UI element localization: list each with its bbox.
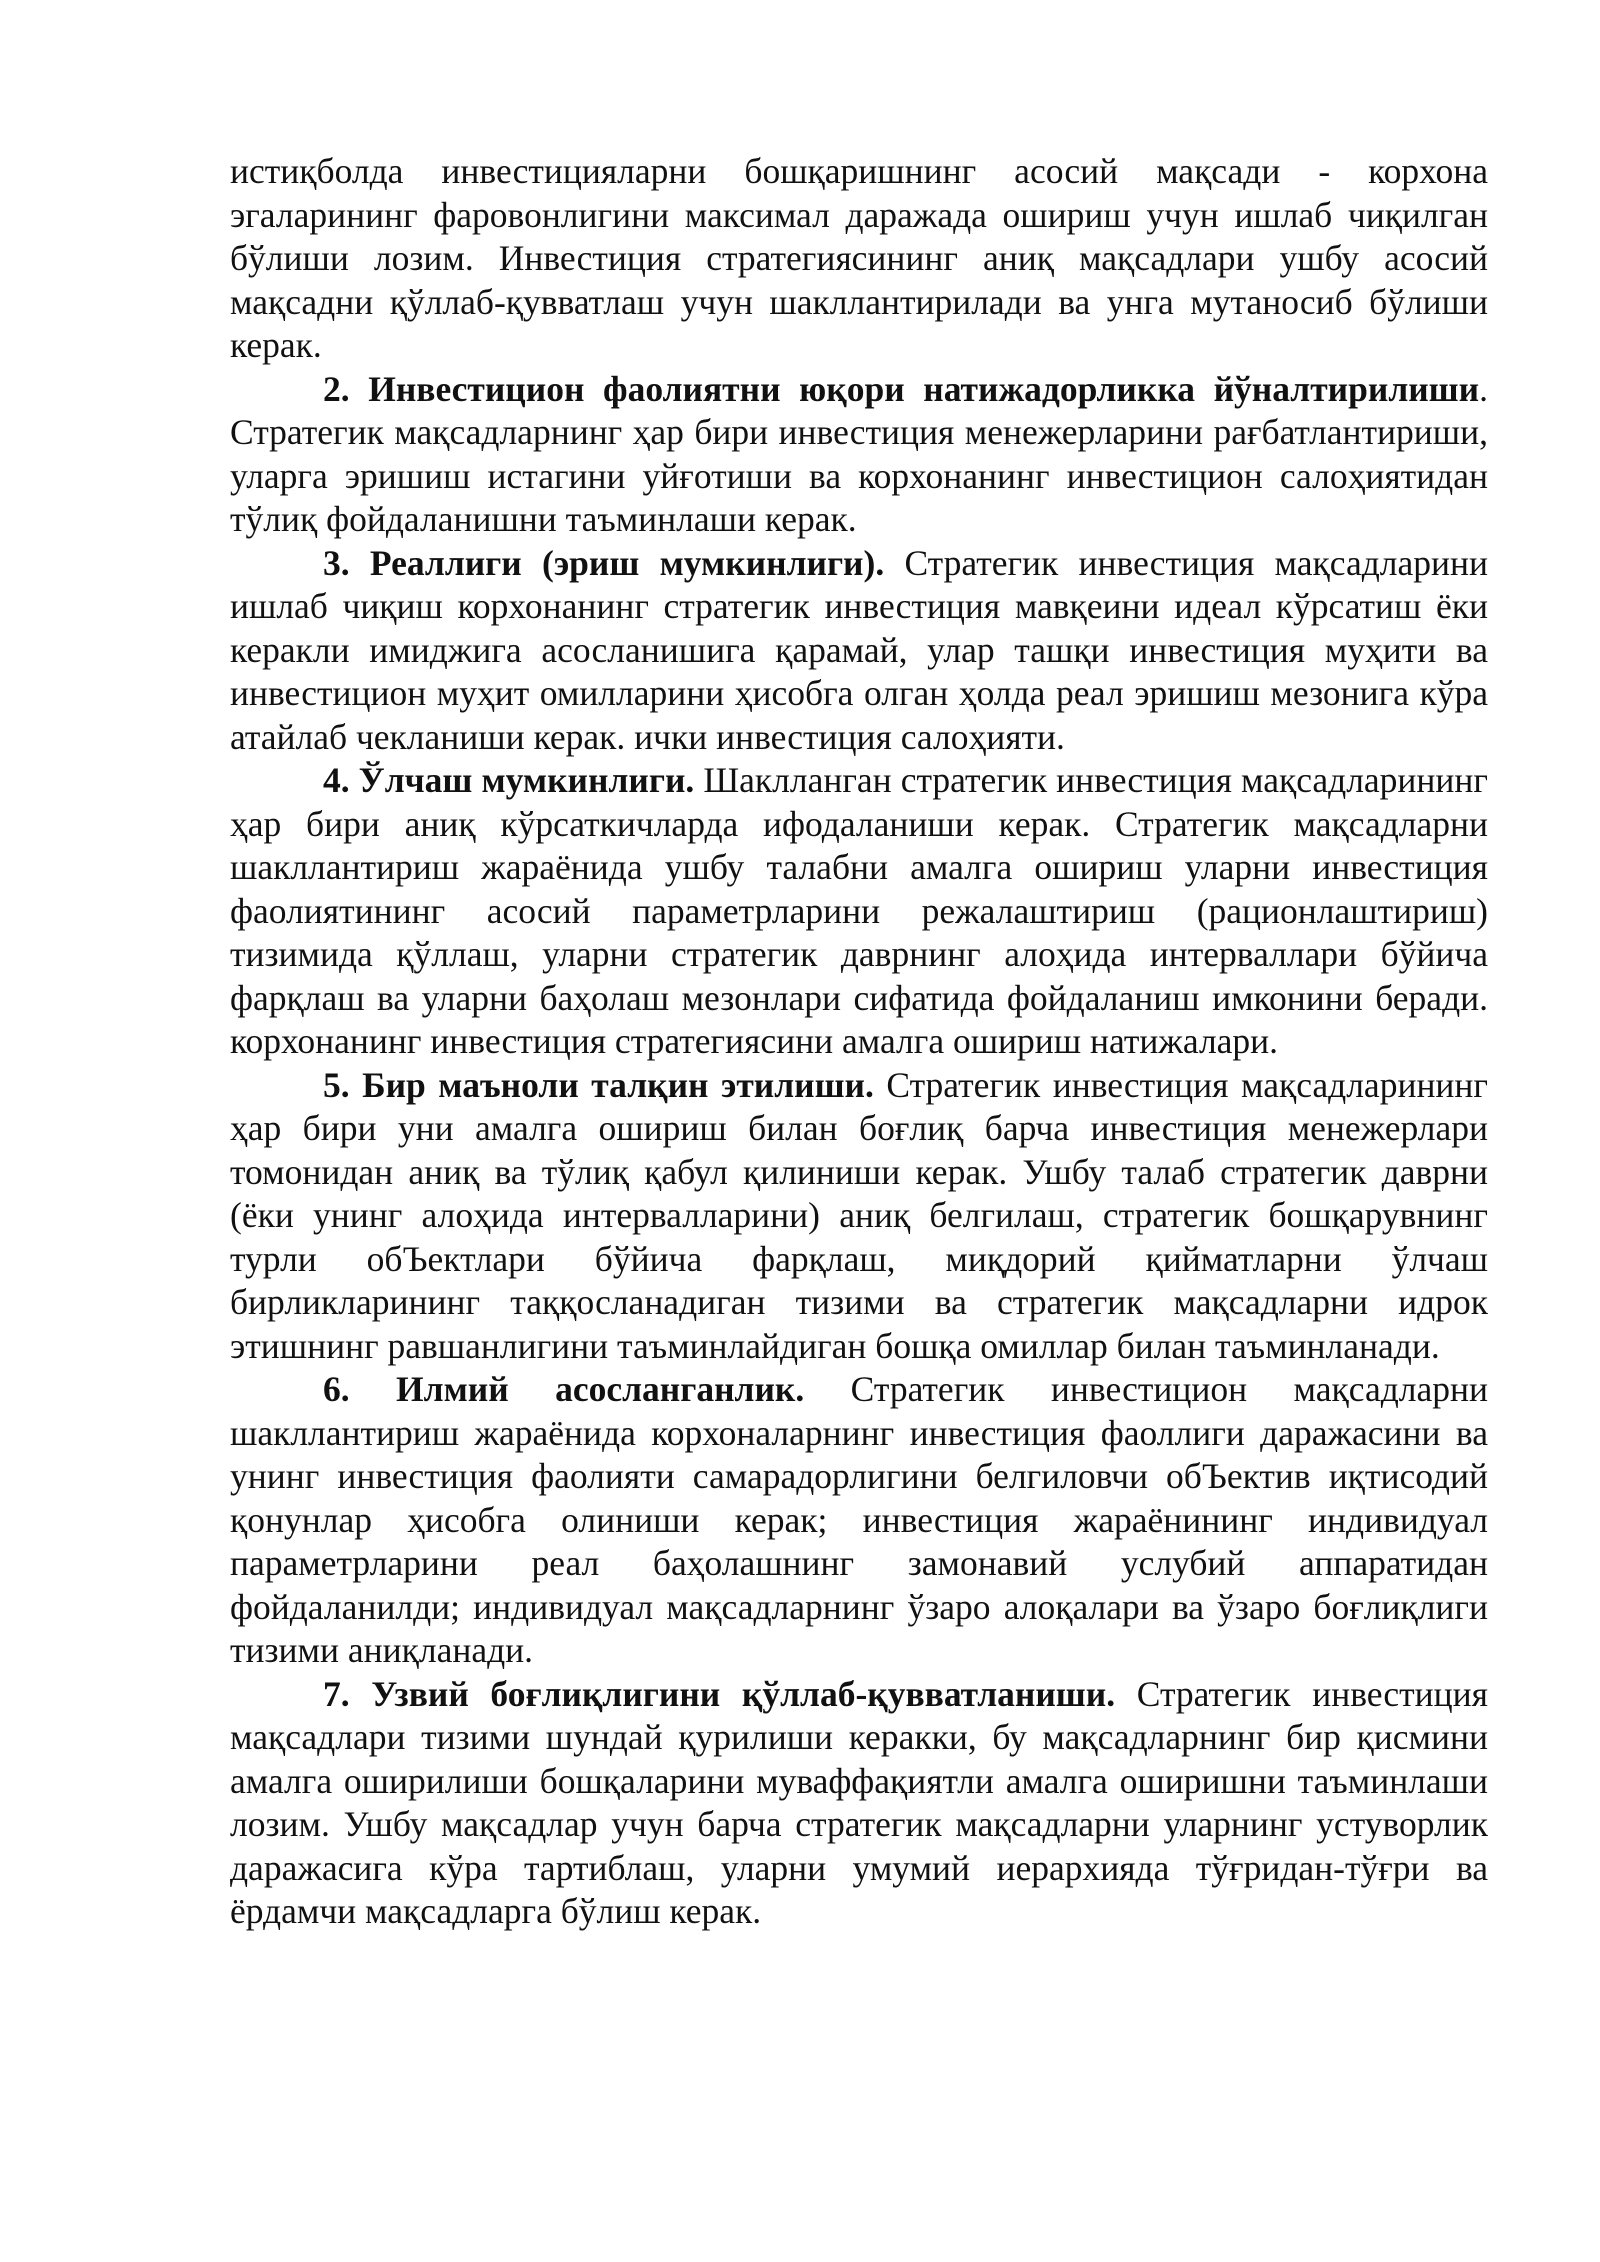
- paragraph-heading: 3. Реаллиги (эриш мумкинлиги).: [323, 542, 885, 583]
- paragraph-2: [230, 368, 1488, 542]
- paragraph-3: [230, 542, 1488, 760]
- paragraph-text: Шаклланган стратегик инвестиция мақсадларининг ҳар бири аниқ кўрсаткичларда ифодаланиши керак. Стратегик мақсадларни шакллантириш жараёнида ушбу талабни амалга ошириш уларни инвестиция фаолиятининг асосий параметрларини режалаштириш (рационлаштириш) тизимида қўллаш, уларни стратегик даврнинг алоҳида интерваллари бўйича фарқлаш ва уларни баҳолаш мезонлари сифатида фойдаланиш имконини беради. корхонанинг инвестиция стратегиясини амалга ошириш натижалари.: [230, 760, 1488, 1061]
- paragraph-text: Стратегик инвестицион мақсадларни шакллантириш жараёнида корхоналарнинг инвестиция фаоллиги даражасини ва унинг инвестиция фаолияти самарадорлигини белгиловчи обЪектив иқтисодий қонунлар ҳисобга олиниши керак; инвестиция жараёнининг индивидуал параметрларини реал баҳолашнинг замонавий услубий аппаратидан фойдаланилди; индивидуал мақсадларнинг ўзаро алоқалари ва ўзаро боғлиқлиги тизими аниқланади.: [230, 1369, 1488, 1670]
- paragraph-4: [230, 759, 1488, 1064]
- paragraph-text: истиқболда инвестицияларни бошқаришнинг асосий мақсади - корхона эгаларининг фаровонлигини максимал даражада ошириш учун ишлаб чиқилган бўлиши лозим. Инвестиция стратегиясининг аниқ мақсадлари ушбу асосий мақсадни қўллаб-қувватлаш учун шакллантирилади ва унга мутаносиб бўлиши керак.: [230, 151, 1488, 365]
- paragraph-heading: 6. Илмий асосланганлик.: [323, 1369, 805, 1409]
- paragraph-heading: 4. Ўлчаш мумкинлиги.: [323, 760, 695, 800]
- paragraph-intro: [230, 150, 1488, 368]
- paragraph-6: [230, 1368, 1488, 1673]
- paragraph-text: Стратегик инвестиция мақсадларини ишлаб чиқиш корхонанинг стратегик инвестиция мавқеини идеал кўрсатиш ёки керакли имиджига асосланишига қарамай, улар ташқи инвестиция муҳити ва инвестицион муҳит омилларини ҳисобга олган ҳолда реал эришиш мезонига кўра атайлаб чекланиши керак. ички инвестиция салоҳияти.: [230, 542, 1488, 757]
- paragraph-5: [230, 1064, 1488, 1369]
- paragraph-heading: 7. Узвий боғлиқлигини қўллаб-қувватланиши.: [323, 1673, 1116, 1714]
- document-page: [230, 150, 1488, 1934]
- paragraph-heading: 2. Инвестицион фаолиятни юқори натижадорликка йўналтирилиши: [323, 368, 1480, 409]
- paragraph-text: . Стратегик мақсадларнинг ҳар бири инвестиция менежерларини рағбатлантириши, уларга эришиш истагини уйғотиши ва корхонанинг инвестицион салоҳиятидан тўлиқ фойдаланишни таъминлаши керак.: [230, 368, 1488, 539]
- paragraph-text: Стратегик инвестиция мақсадлари тизими шундай қурилиши керакки, бу мақсадларнинг бир қисмини амалга оширилиши бошқаларини муваффақиятли амалга оширишни таъминлаши лозим. Ушбу мақсадлар учун барча стратегик мақсадларни уларнинг устуворлик даражасига кўра тартиблаш, уларни умумий иерархияда тўғридан-тўғри ва ёрдамчи мақсадларга бўлиш керак.: [230, 1673, 1488, 1931]
- paragraph-text: Стратегик инвестиция мақсадларининг ҳар бири уни амалга ошириш билан боғлиқ барча инвестиция менежерлари томонидан аниқ ва тўлиқ қабул қилиниши керак. Ушбу талаб стратегик даврни (ёки унинг алоҳида интервалларини) аниқ белгилаш, стратегик бошқарувнинг турли обЪектлари бўйича фарқлаш, миқдорий қийматларни ўлчаш бирликларининг таққосланадиган тизими ва стратегик мақсадларни идрок этишнинг равшанлигини таъминлайдиган бошқа омиллар билан таъминланади.: [230, 1064, 1488, 1366]
- paragraph-7: [230, 1673, 1488, 1934]
- paragraph-heading: 5. Бир маъноли талқин этилиши.: [323, 1064, 874, 1105]
